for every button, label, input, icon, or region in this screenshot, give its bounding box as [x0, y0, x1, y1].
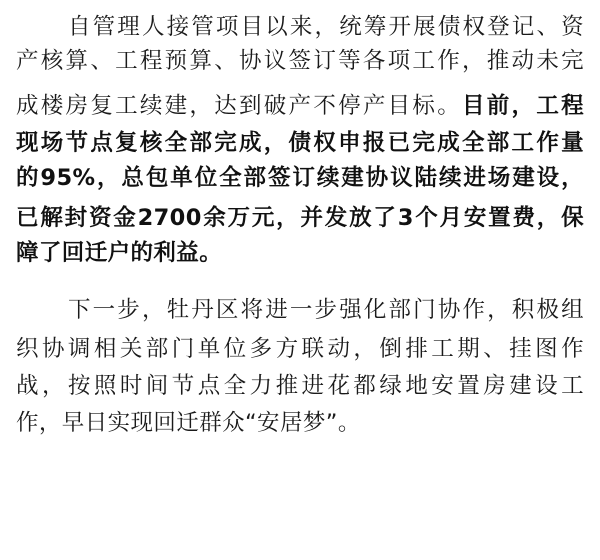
text-line	[16, 371, 584, 401]
bold-text-run: 目前，工程	[461, 93, 584, 119]
bold-text-run: 的95%，总包单位全部签订续建协议陆续进场建设，	[16, 165, 584, 191]
text-run: 产核算、工程预算、协议签订等各项工作，推动未完	[16, 48, 584, 74]
bold-text-run: 已解封资金2700余万元，并发放了3个月安置费，保	[16, 205, 584, 231]
text-run: 战，按照时间节点全力推进花都绿地安置房建设工	[16, 373, 584, 399]
bold-text-run: 障了回迁户的利益。	[16, 240, 223, 266]
text-line	[16, 46, 584, 76]
text-run: 织协调相关部门单位多方联动，倒排工期、挂图作	[16, 336, 584, 362]
text-line	[16, 408, 584, 438]
text-line	[68, 12, 584, 42]
text-run: 下一步，牡丹区将进一步强化部门协作，积极组	[68, 297, 584, 323]
text-line	[16, 163, 584, 193]
text-run: 成楼房复工续建，达到破产不停产目标。	[16, 93, 462, 119]
text-line	[68, 295, 584, 325]
text-line	[16, 128, 584, 158]
bold-text-run: 现场节点复核全部完成，债权申报已完成全部工作量	[16, 130, 584, 156]
text-run: 作，早日实现回迁群众“安居梦”。	[16, 410, 361, 436]
text-run: 自管理人接管项目以来，统筹开展债权登记、资	[68, 14, 584, 40]
text-line	[16, 91, 584, 121]
text-line	[16, 203, 584, 233]
text-line	[16, 334, 584, 364]
text-line	[16, 238, 584, 268]
